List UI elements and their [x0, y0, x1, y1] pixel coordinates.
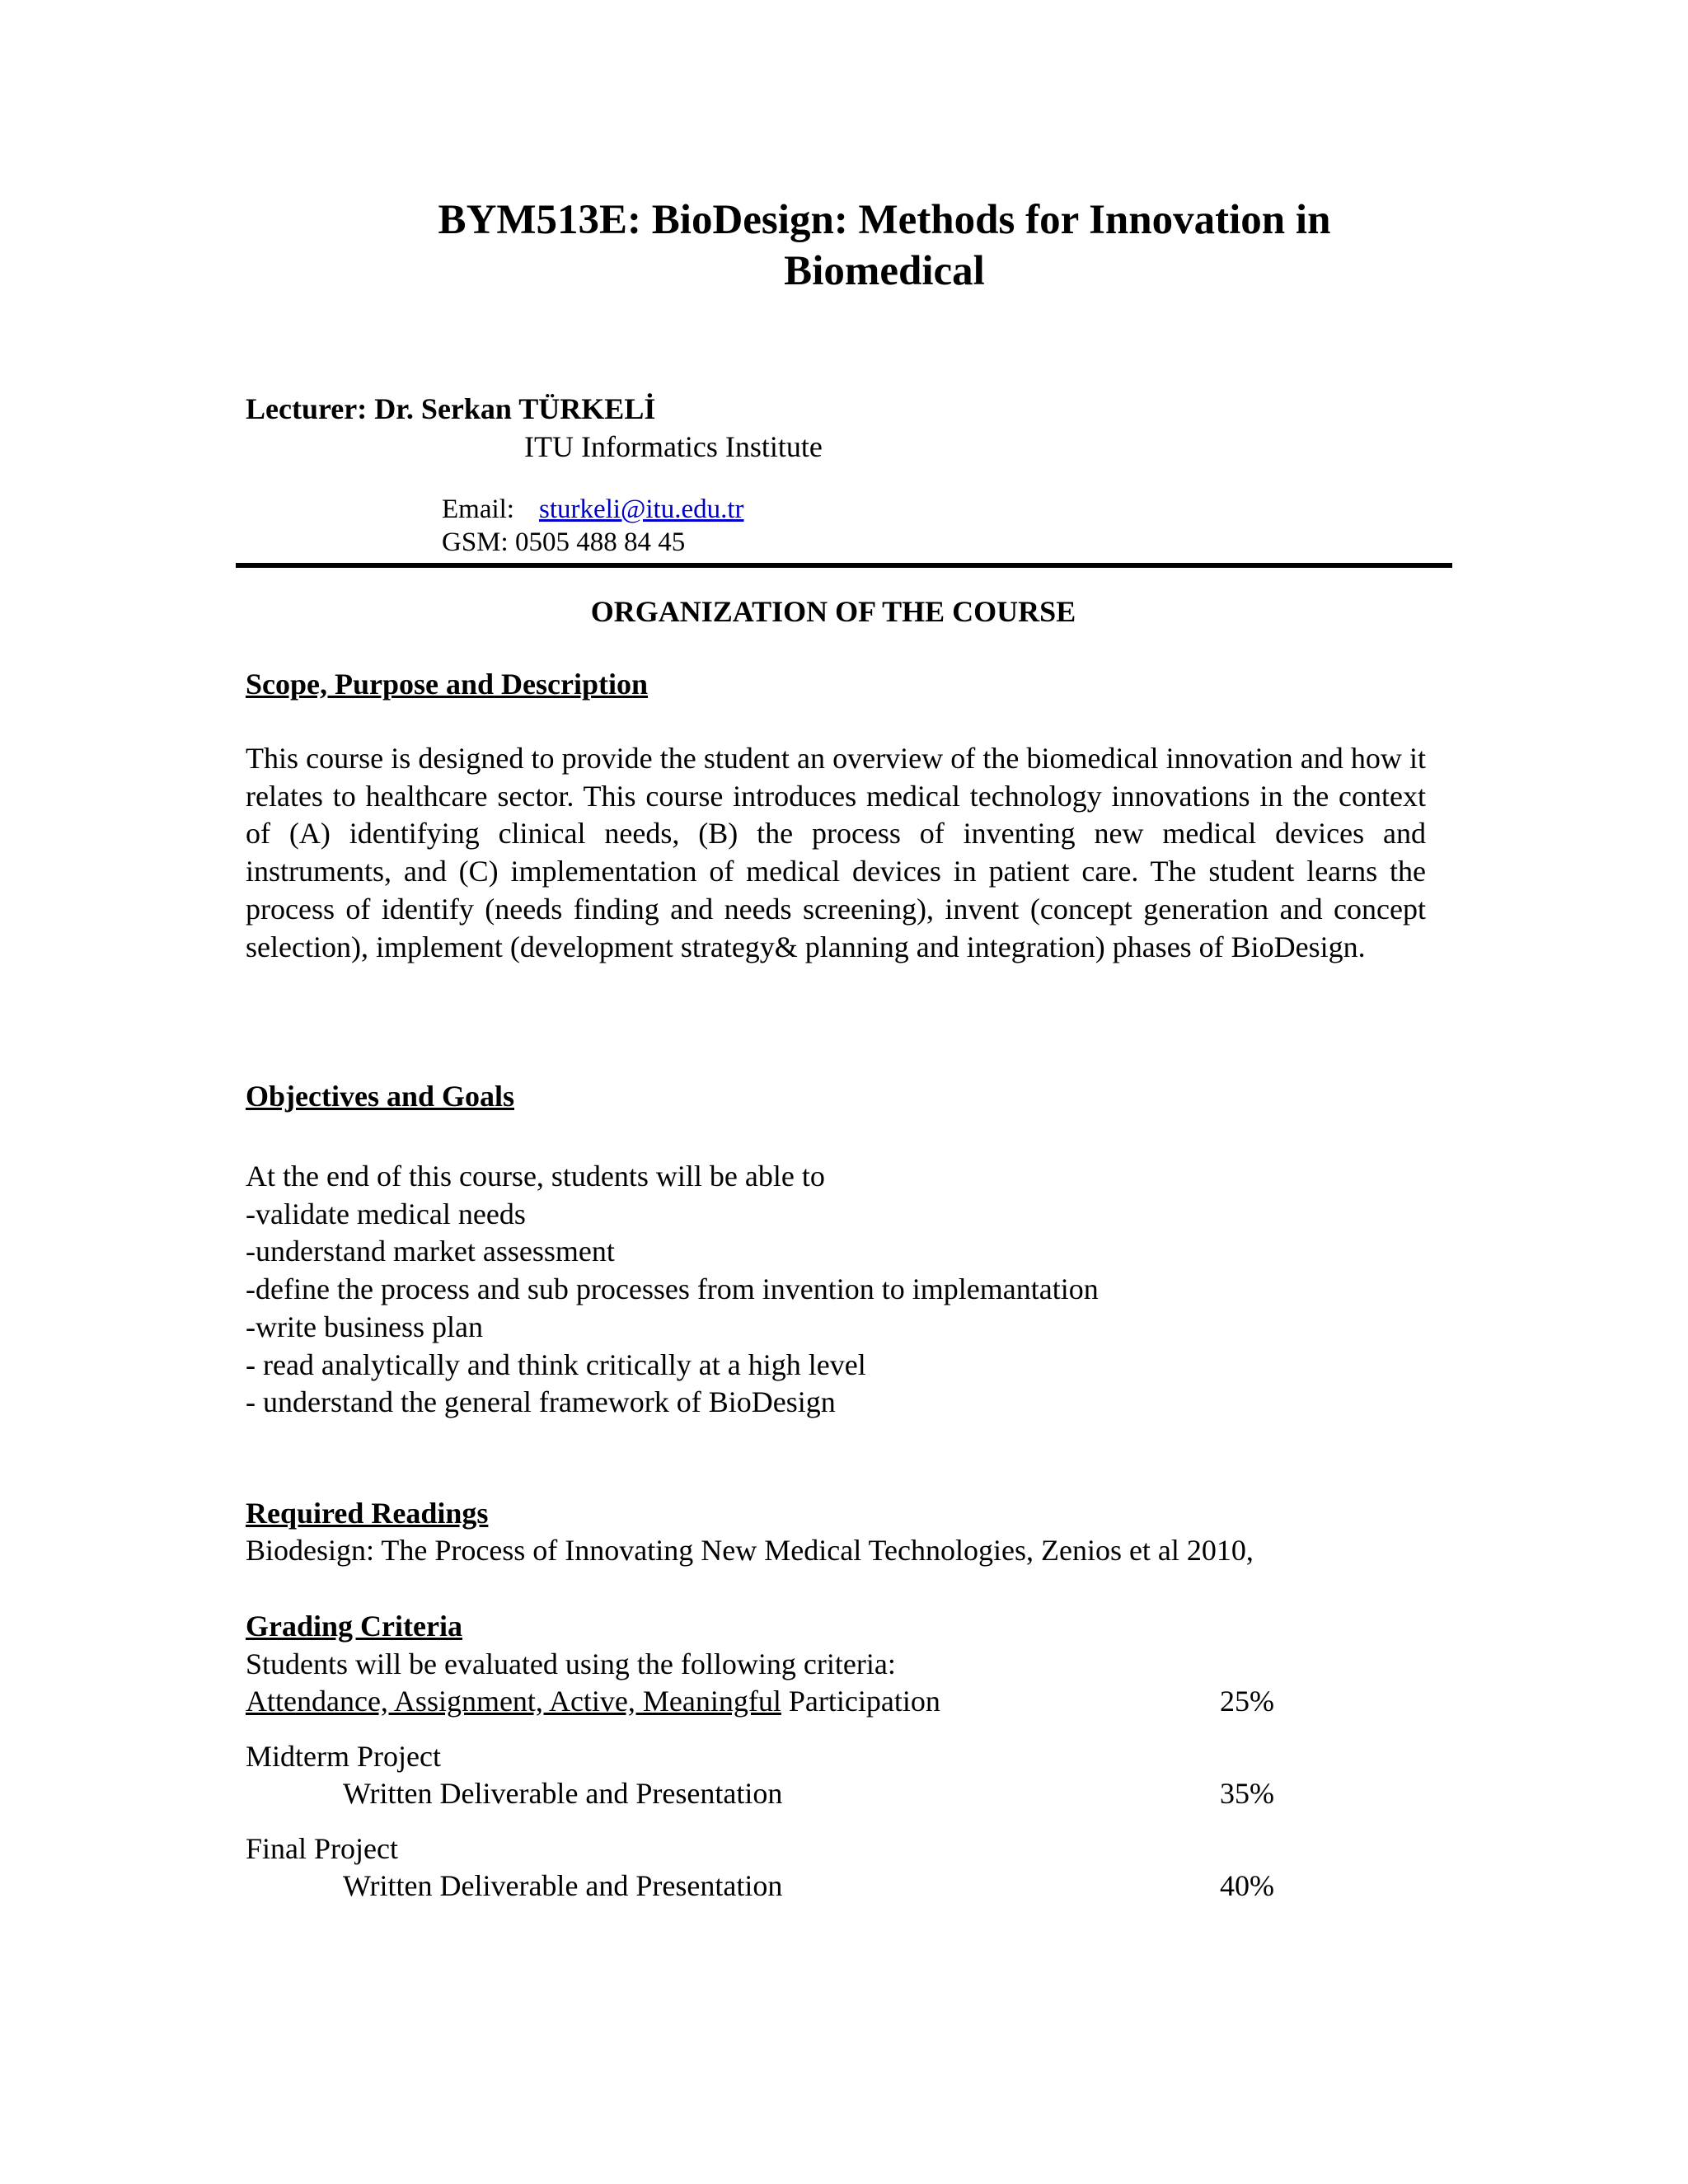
gsm-number: GSM: 0505 488 84 45	[442, 527, 686, 557]
participation-text: Participation	[781, 1685, 940, 1718]
midterm-percent: 35%	[1220, 1777, 1274, 1810]
course-title	[247, 194, 1522, 297]
midterm-detail: Written Deliverable and Presentation	[343, 1777, 783, 1810]
final-percent: 40%	[1220, 1869, 1274, 1902]
course-title-line-1: BYM513E: BioDesign: Methods for Innovation in	[438, 197, 1331, 243]
lecturer-institute: ITU Informatics Institute	[524, 430, 823, 463]
midterm-label: Midterm Project	[246, 1740, 441, 1773]
list-item: - understand the general framework of BioDesign	[246, 1385, 836, 1419]
grading-intro: Students will be evaluated using the following criteria:	[246, 1647, 896, 1680]
readings-heading: Required Readings	[246, 1497, 489, 1530]
readings-text: Biodesign: The Process of Innovating New Medical Technologies, Zenios et al 2010,	[246, 1534, 1254, 1567]
list-item: At the end of this course, students will be able to	[246, 1160, 825, 1193]
final-detail: Written Deliverable and Presentation	[343, 1869, 783, 1902]
grading-heading: Grading Criteria	[246, 1610, 462, 1643]
participation-row	[246, 1683, 940, 1719]
email-label: Email:	[442, 494, 514, 524]
list-item: - read analytically and think critically at a high level	[246, 1347, 866, 1381]
list-item: -define the process and sub processes from invention to implemantation	[246, 1272, 1099, 1306]
header-divider	[236, 563, 1452, 568]
email-link[interactable]: sturkeli@itu.edu.tr	[538, 494, 744, 524]
course-title-line-2: Biomedical	[784, 248, 985, 294]
participation-underlined-text: Attendance, Assignment, Active, Meaningful	[246, 1685, 781, 1718]
list-item: -understand market assessment	[246, 1235, 615, 1268]
lecturer-name: Lecturer: Dr. Serkan TÜRKELİ	[246, 392, 656, 425]
list-item: -validate medical needs	[246, 1197, 526, 1230]
email-row	[442, 493, 744, 526]
organization-heading: ORGANIZATION OF THE COURSE	[590, 595, 1076, 628]
list-item: -write business plan	[246, 1310, 483, 1343]
final-label: Final Project	[246, 1832, 398, 1865]
scope-heading: Scope, Purpose and Description	[246, 668, 649, 701]
objectives-heading: Objectives and Goals	[246, 1080, 515, 1113]
scope-paragraph: This course is designed to provide the student an overview of the biomedical innovation and how it relates to healthcare sector. This course introduces medical technology innovations in the context of (A) identifying clinical needs, (B) the process of inventing new medical devices and instruments, and (C) implementation of medical devices in patient care. The student learns the process of identify (needs finding and needs screening), invent (concept generation and concept selection), implement (development strategy& planning and integration) phases of BioDesign.	[246, 742, 1426, 963]
objectives-list	[246, 1158, 1099, 1422]
participation-percent: 25%	[1220, 1685, 1274, 1718]
